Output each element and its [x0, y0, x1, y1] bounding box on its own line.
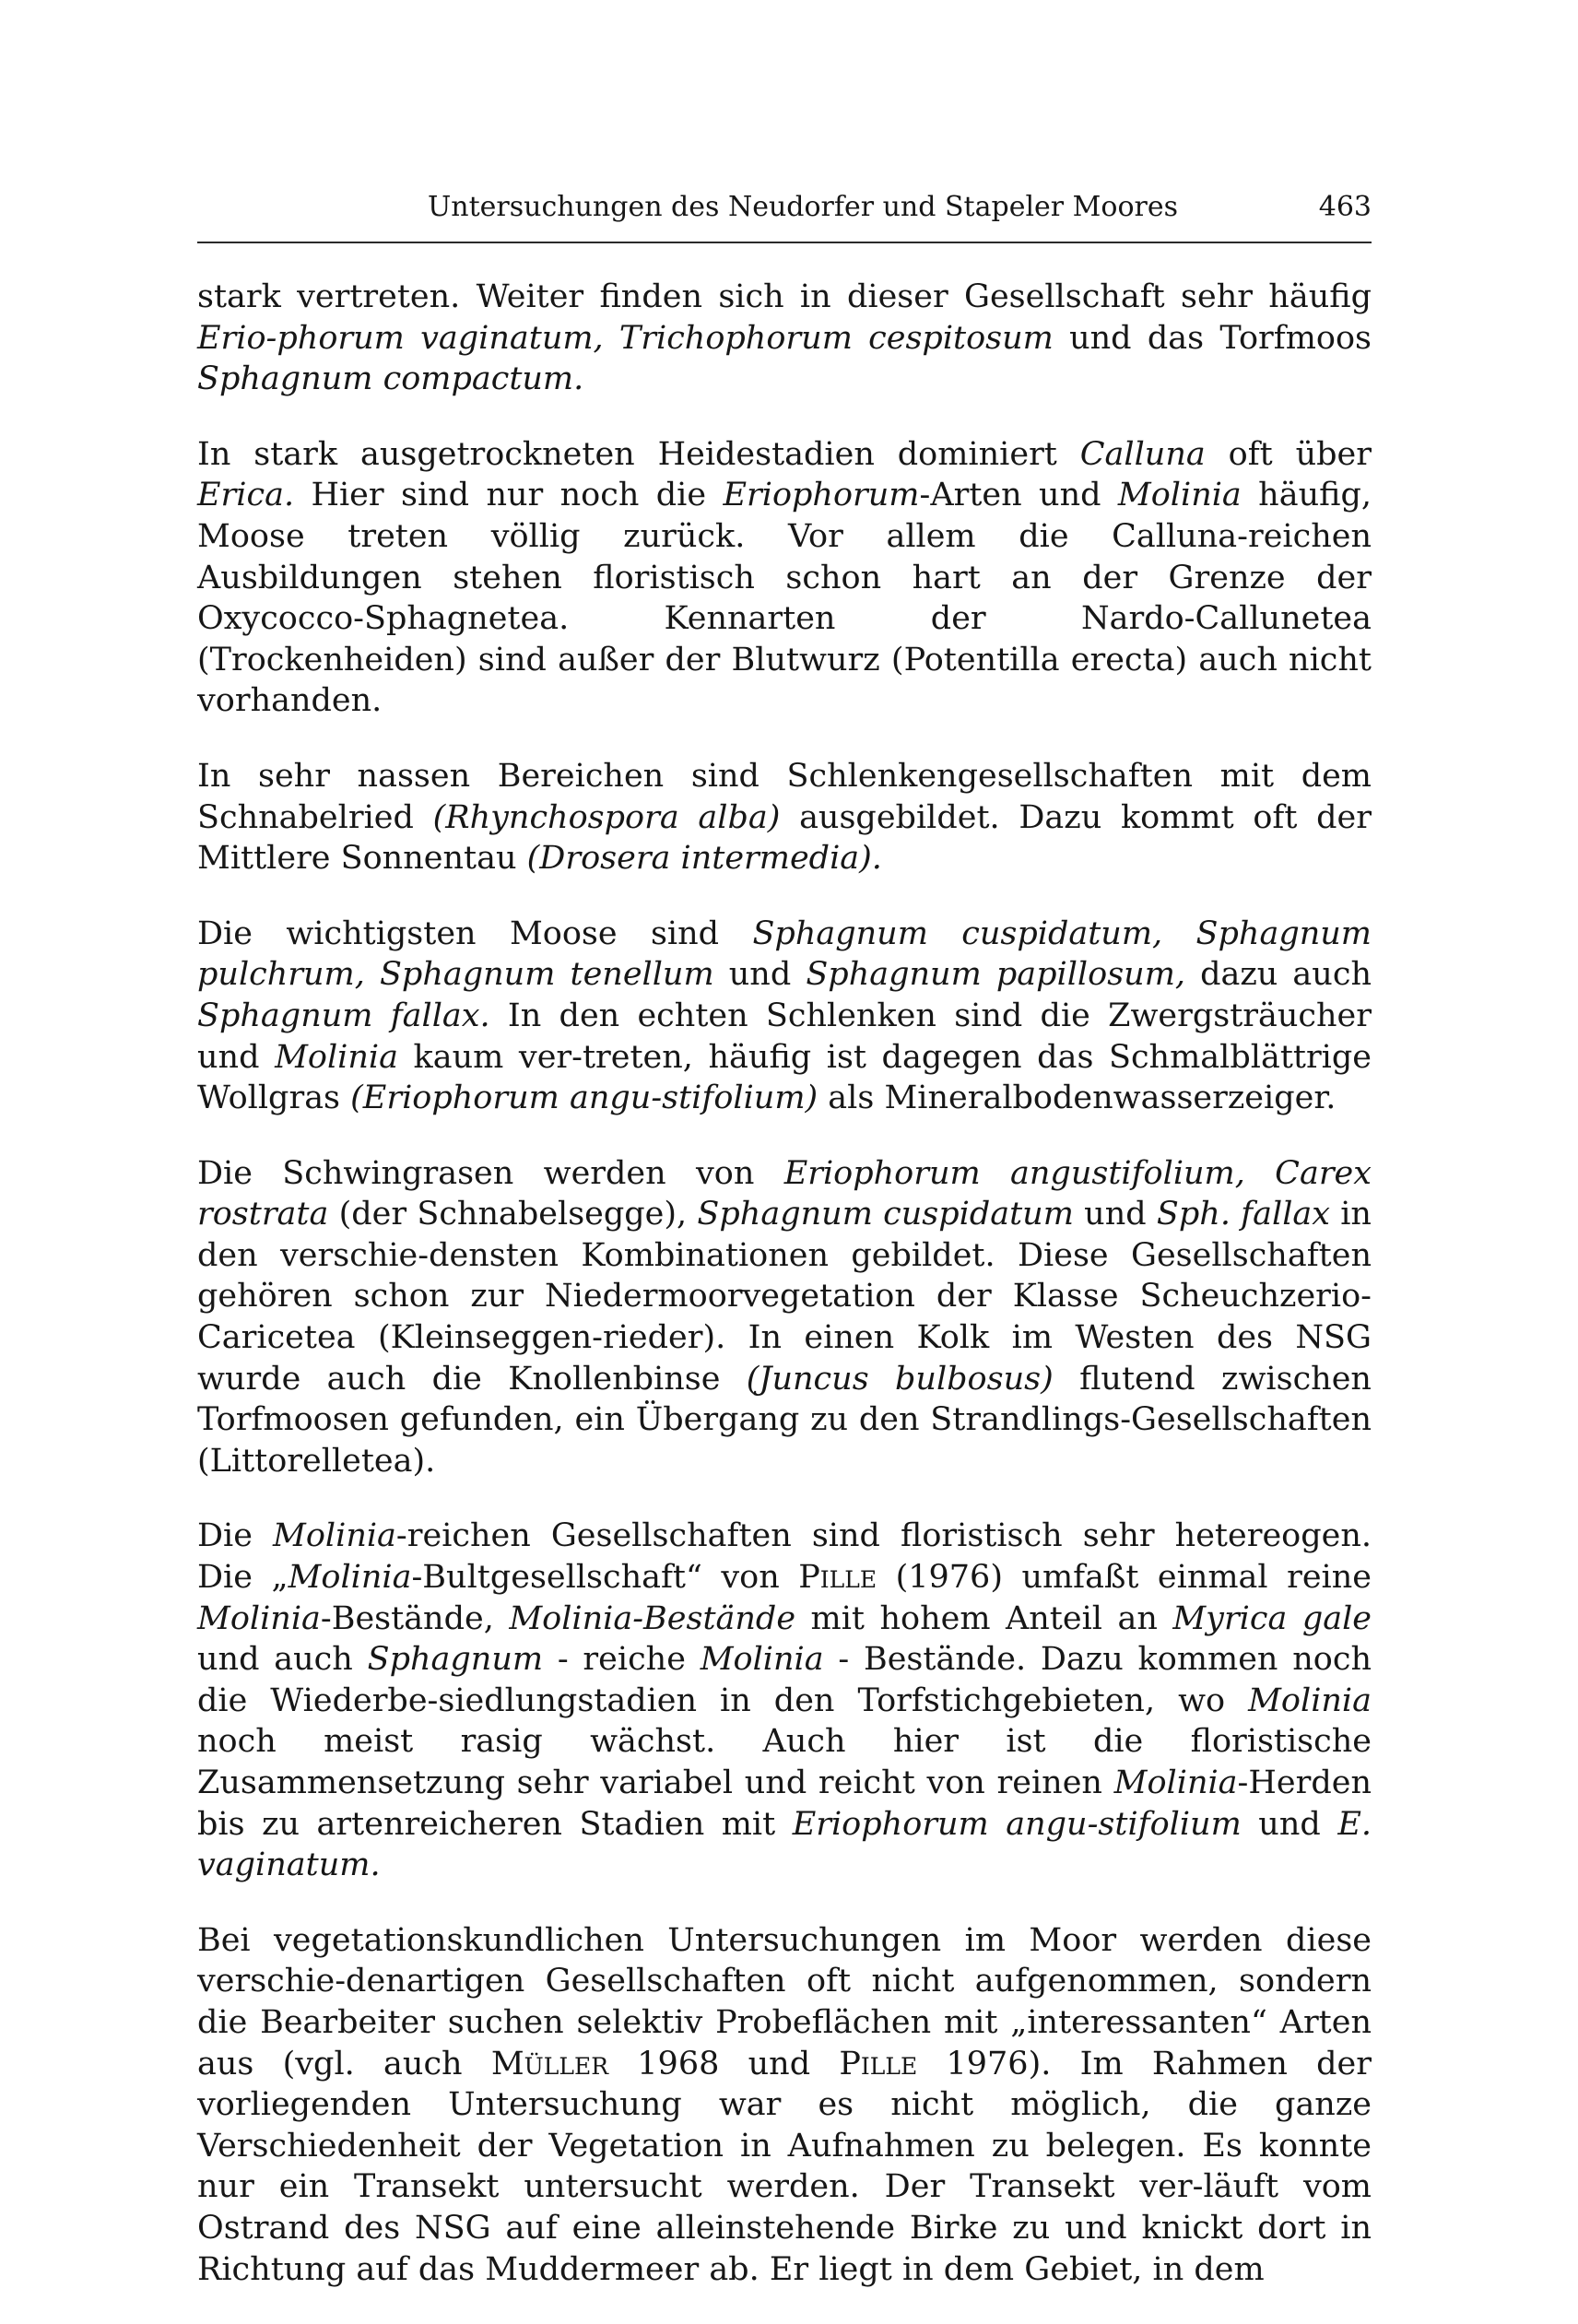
text-run: In den echten Schlenken sind die Zwergsträucher und [197, 997, 1372, 1076]
italic-term: Molinia [1113, 1764, 1238, 1801]
text-run: -Bestände, [320, 1599, 510, 1637]
text-run: Die [197, 1517, 274, 1555]
text-run: flutend zwischen Torfmoosen gefunden, ein Übergang zu den Strandlings-Gesellschaften (Littorelletea). [197, 1360, 1372, 1480]
italic-term: (Rhynchospora alba) [432, 798, 781, 836]
italic-term: Sphagnum cuspidatum [697, 1196, 1074, 1233]
running-title: Untersuchungen des Neudorfer und Stapeler Moores [428, 191, 1178, 223]
text-run: (der Schnabelsegge), [328, 1196, 698, 1233]
italic-term: Erio-phorum vaginatum, Trichophorum cespitosum [197, 319, 1054, 357]
text-run: - Bestände. Dazu kommen noch die Wiederbe-siedlungstadien in den Torfstichgebieten, wo [197, 1641, 1372, 1719]
text-run: 1976). Im Rahmen der vorliegenden Untersuchung war es nicht möglich, die ganze Verschiedenheit der Vegetation in Aufnahmen zu belegen. Es konnte nur ein Transekt untersucht werden. Der Transekt ver-läuft vom Ostrand des NSG auf eine alleinstehende Birke zu und knickt dort in Richtung auf das Muddermeer ab. Er liegt in dem Gebiet, in dem [197, 2045, 1372, 2288]
italic-term: (Juncus bulbosus) [746, 1360, 1054, 1398]
text-run: mit hohem Anteil an [795, 1599, 1173, 1637]
italic-term: Erica. [197, 477, 295, 514]
text-run: und das Torfmoos [1053, 319, 1372, 357]
italic-term: Calluna [1079, 435, 1206, 473]
italic-term: E. vaginatum. [197, 1805, 1372, 1884]
italic-term: Molinia-Bestände [509, 1599, 796, 1637]
paragraph [197, 756, 1372, 879]
italic-term: Eriophorum angustifolium, Carex rostrata [197, 1154, 1372, 1233]
text-run: ausgebildet. Dazu kommt oft der Mittlere Sonnentau [197, 798, 1372, 878]
text-run: -Arten und [919, 477, 1118, 514]
paragraph [197, 277, 1372, 400]
text-run: Die Schwingrasen werden von [197, 1154, 784, 1192]
italic-term: Sphagnum compactum. [197, 360, 584, 398]
italic-term: Sph. fallax [1156, 1196, 1330, 1233]
paragraph [197, 1516, 1372, 1885]
text-run: In stark ausgetrockneten Heidestadien dominiert [197, 435, 1080, 473]
text-run: häufig, Moose treten völlig zurück. Vor allem die Calluna-reichen Ausbildungen stehen floristisch schon hart an der Grenze der Oxycocco-Sphagnetea. Kennarten der Nardo-Callunetea (Trockenheiden) sind außer der Blutwurz (Potentilla erecta) auch nicht vorhanden. [197, 477, 1372, 720]
text-run: und auch [197, 1641, 368, 1679]
author-name: Müller [490, 2045, 609, 2082]
text-run: als Mineralbodenwasserzeiger. [818, 1079, 1337, 1117]
italic-term: Eriophorum angu-stifolium [792, 1805, 1242, 1843]
italic-term: Molinia [197, 1599, 321, 1637]
text-run: -Bultgesellschaft“ von [411, 1559, 799, 1597]
page-number: 463 [1318, 191, 1372, 223]
paragraph [197, 1153, 1372, 1482]
text-run: in den verschie-densten Kombinationen gebildet. Diese Gesellschaften gehören schon zur Niedermoorvegetation der Klasse Scheuchzerio-Caricetea (Kleinseggen-rieder). In einen Kolk im Westen des NSG wurde auch die Knollenbinse [197, 1196, 1372, 1398]
text-run: und [1241, 1805, 1338, 1843]
paragraph [197, 914, 1372, 1119]
text-run: stark vertreten. Weiter finden sich in dieser Gesellschaft sehr häufig [197, 278, 1372, 315]
italic-term: Sphagnum cuspidatum, Sphagnum pulchrum, Sphagnum tenellum [197, 914, 1372, 994]
italic-term: Molinia [1117, 477, 1242, 514]
text-run: Bei vegetationskundlichen Untersuchungen im Moor werden diese verschie-denartigen Gesellschaften oft nicht aufgenommen, sondern die Bearbeiter suchen selektiv Probeflächen mit „interessanten“ Arten aus (vgl. auch [197, 1921, 1372, 2082]
running-header [197, 189, 1372, 237]
italic-term: Molinia [700, 1641, 824, 1679]
italic-term: Sphagnum papillosum, [806, 956, 1186, 994]
italic-term: Sphagnum fallax. [197, 997, 490, 1034]
text-run: 1968 und [608, 2045, 840, 2082]
text-run: (1976) umfaßt einmal reine [877, 1559, 1372, 1597]
paragraph [197, 1920, 1372, 2290]
text-run: und [713, 956, 807, 994]
text-run: -Herden bis zu artenreicheren Stadien mit [197, 1764, 1372, 1843]
italic-term: Molinia [273, 1517, 396, 1555]
text-run: -reichen Gesellschaften sind floristisch sehr hetereogen. Die „ [197, 1517, 1372, 1597]
italic-term: (Eriophorum angu-stifolium) [350, 1079, 818, 1117]
text-run: oft über [1205, 435, 1372, 473]
text-run: kaum ver-treten, häufig ist dagegen das Schmalblättrige Wollgras [197, 1038, 1372, 1117]
italic-term: Eriophorum [723, 477, 920, 514]
italic-term: Myrica gale [1172, 1599, 1372, 1637]
italic-term: Molinia [275, 1038, 398, 1076]
text-run: Hier sind nur noch die [294, 477, 724, 514]
header-rule [197, 242, 1372, 243]
text-run: - reiche [543, 1641, 701, 1679]
text-run: noch meist rasig wächst. Auch hier ist die floristische Zusammensetzung sehr variabel und reicht von reinen [197, 1723, 1372, 1801]
text-run: Die wichtigsten Moose sind [197, 914, 753, 952]
body-text [197, 277, 1372, 2324]
italic-term: Sphagnum [367, 1641, 544, 1679]
author-name: Pille [839, 2045, 918, 2082]
italic-term: Molinia [288, 1559, 412, 1597]
italic-term: (Drosera intermedia). [526, 840, 882, 878]
paragraph [197, 434, 1372, 722]
text-run: dazu auch [1185, 956, 1372, 994]
text-run: und [1073, 1196, 1157, 1233]
text-run: In sehr nassen Bereichen sind Schlenkengesellschaften mit dem Schnabelried [197, 757, 1372, 836]
author-name: Pille [798, 1559, 877, 1597]
italic-term: Molinia [1248, 1681, 1372, 1719]
